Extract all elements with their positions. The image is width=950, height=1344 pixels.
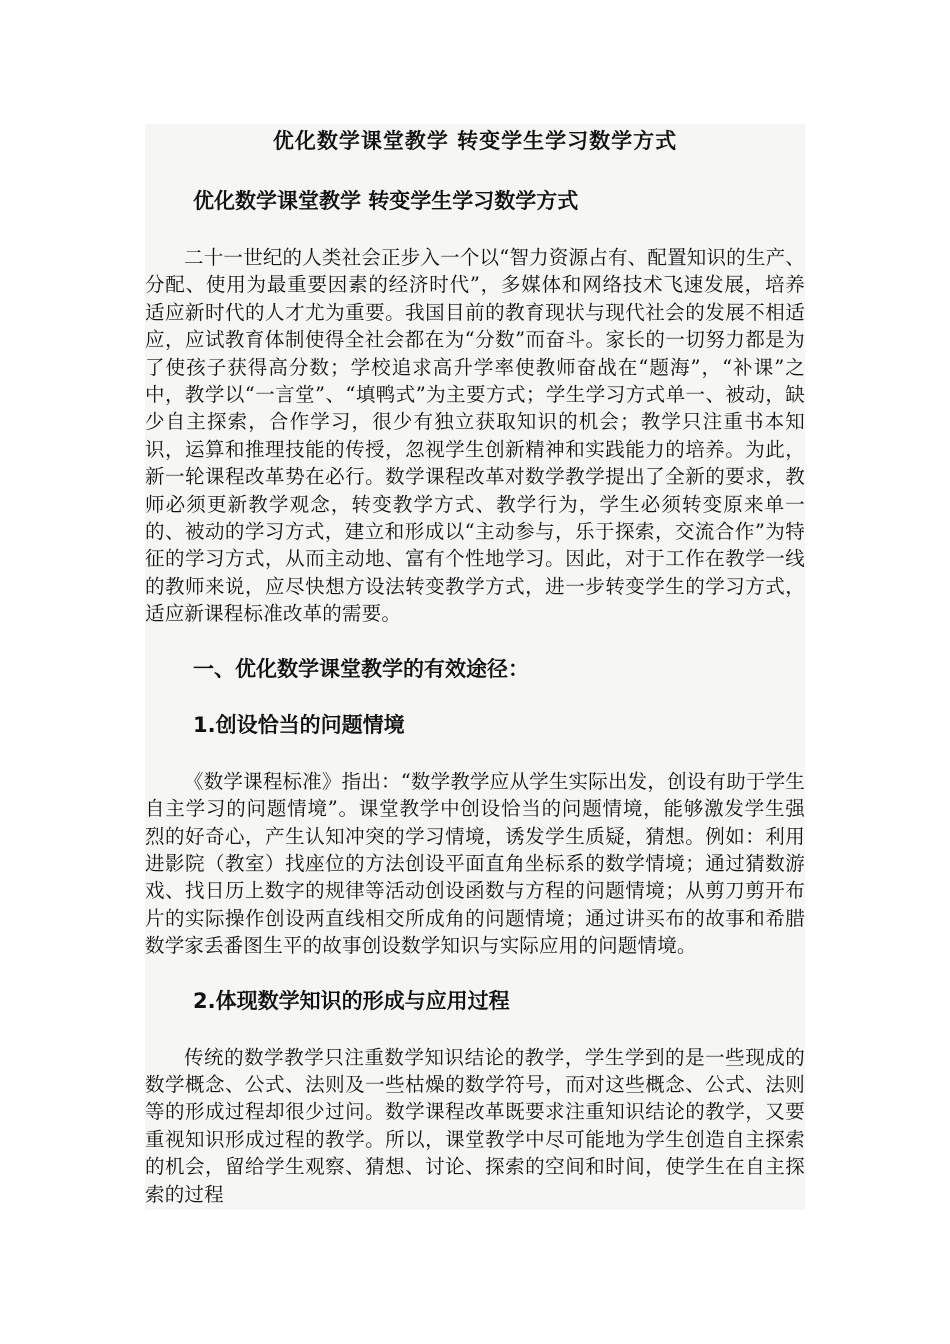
subsection-paragraph-2: 传统的数学教学只注重数学知识结论的教学，学生学到的是一些现成的数学概念、公式、法则及一些枯燥的数学符号，而对这些概念、公式、法则等的形成过程却很少过问。数学课程改革既要求注重知识结论的教学，又要重视知识形成过程的教学。所以，课堂教学中尽可能地为学生创造自主探索的机会，留给学生观察、猜想、讨论、探索的空间和时间，使学生在自主探索的过程: [145, 1045, 805, 1206]
subsection-paragraph-1: 《数学课程标准》指出：“数学教学应从学生实际出发，创设有助于学生自主学习的问题情境”。课堂教学中创设恰当的问题情境，能够激发学生强烈的好奇心，产生认知冲突的学习情境，诱发学生质疑，猜想。例如：利用进影院（教室）找座位的方法创设平面直角坐标系的数学情境；通过猜数游戏、找日历上数字的规律等活动创设函数与方程的问题情境；从剪刀剪开布片的实际操作创设两直线相交所成角的问题情境；通过讲买布的故事和希腊数学家丢番图生平的故事创设数学知识与实际应用的问题情境。: [145, 769, 805, 958]
intro-paragraph: 二十一世纪的人类社会正步入一个以“智力资源占有、配置知识的生产、分配、使用为最重要因素的经济时代”，多媒体和网络技术飞速发展，培养适应新时代的人才尤为重要。我国目前的教育现状与现代社会的发展不相适应，应试教育体制使得全社会都在为“分数”而奋斗。家长的一切努力都是为了使孩子获得高分数；学校追求高升学率使教师奋战在“题海”，“补课”之中，教学以“一言堂”、“填鸭式”为主要方式；学生学习方式单一、被动，缺少自主探索，合作学习，很少有独立获取知识的机会；教学只注重书本知识，运算和推理技能的传授，忽视学生创新精神和实践能力的培养。为此，新一轮课程改革势在必行。数学课程改革对数学教学提出了全新的要求，教师必须更新教学观念，转变教学方式、教学行为，学生必须转变原来单一的、被动的学习方式，建立和形成以“主动参与，乐于探索，交流合作”为特征的学习方式，从而主动地、富有个性地学习。因此，对于工作在教学一线的教师来说，应尽快想方设法转变教学方式，进一步转变学生的学习方式，适应新课程标准改革的需要。: [145, 246, 805, 626]
section-heading-1: 一、优化数学课堂教学的有效途径：: [193, 656, 529, 681]
document-body: [145, 124, 805, 1210]
subsection-heading-2: 2.体现数学知识的形成与应用过程: [193, 988, 510, 1013]
document-title: 优化数学课堂教学 转变学生学习数学方式: [272, 129, 678, 153]
document-subtitle: 优化数学课堂教学 转变学生学习数学方式: [193, 189, 579, 213]
subsection-heading-1: 1.创设恰当的问题情境: [193, 712, 405, 737]
